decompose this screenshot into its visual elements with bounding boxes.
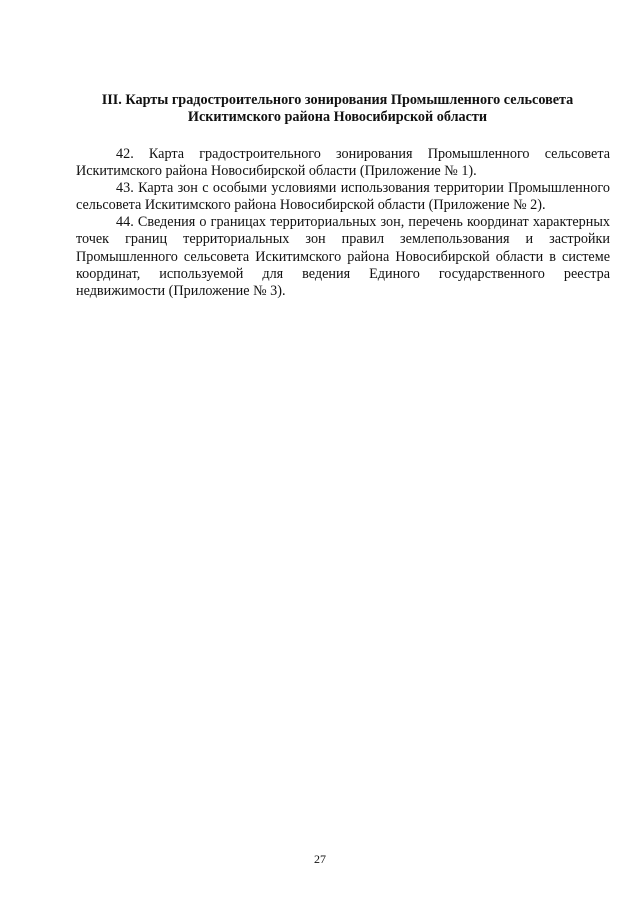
paragraph-42: 42. Карта градостроительного зонирования Промышленного сельсовета Искитимского района Новосибирской области (Приложение № 1).: [76, 146, 610, 180]
page-number: 27: [314, 852, 326, 866]
section-heading: [60, 92, 615, 126]
section-heading-line-2: Искитимского района Новосибирской области: [187, 109, 488, 125]
paragraph-43: 43. Карта зон с особыми условиями использования территории Промышленного сельсовета Искитимского района Новосибирской области (Приложение № 2).: [76, 180, 610, 214]
section-heading-line-1: III. Карты градостроительного зонирования Промышленного сельсовета: [101, 92, 574, 108]
paragraph-44: 44. Сведения о границах территориальных зон, перечень координат характерных точек границ территориальных зон правил землепользования и застройки Промышленного сельсовета Искитимского района Новосибирской области в системе координат, используемой для ведения Единого государственного реестра недвижимости (Приложение № 3).: [76, 214, 610, 299]
section-body: [76, 146, 610, 300]
